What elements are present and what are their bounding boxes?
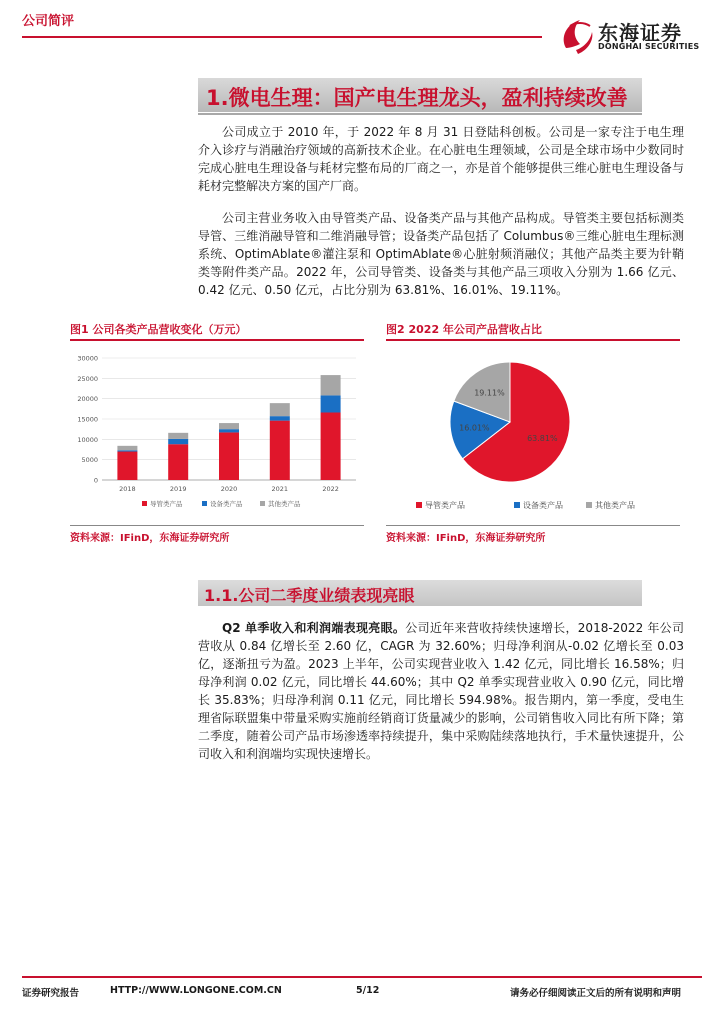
figure-1-source-rule [70, 525, 364, 526]
y-tick-label: 0 [93, 476, 98, 485]
x-tick-label: 2021 [271, 485, 289, 493]
footer-page-number: 5/12 [356, 985, 380, 996]
section-1-1-heading: 1.1.公司二季度业绩表现亮眼 [204, 586, 415, 605]
legend-swatch [514, 502, 520, 508]
paragraph-lead-bold: Q2 单季收入和利润端表现亮眼。 [222, 621, 406, 635]
bar-segment [219, 432, 239, 480]
footer-website-link[interactable]: HTTP://WWW.LONGONE.COM.CN [110, 985, 282, 996]
pie-slice-label: 63.81% [527, 433, 558, 443]
y-tick-label: 10000 [77, 435, 98, 444]
figure-2-source-rule [386, 525, 680, 526]
legend-label: 设备类产品 [210, 500, 243, 508]
paragraph-business-composition: 公司主营业务收入由导管类产品、设备类产品与其他产品构成。导管类主要包括标测类导管、三维消融导管和二维消融导管；设备类产品包括了 Columbus®三维心脏电生理标测系统、OptimAblate®灌注泵和 OptimAblate®心脏射频消融仪；其他产品类主要为针鞘类等附件类产品。2022 年，公司导管类、设备类与其他产品三项收入分别为 1.66 亿元、0.42 亿元、0.50 亿元，占比分别为 63.81%、16.01%、19.11%。 [198, 211, 684, 297]
y-tick-label: 15000 [77, 415, 98, 424]
figure-2-title: 图2 2022 年公司产品营收占比 [386, 323, 542, 336]
legend-label: 导管类产品 [425, 501, 465, 510]
x-tick-label: 2018 [119, 485, 136, 493]
header-section-tag: 公司简评 [22, 14, 75, 29]
x-tick-label: 2020 [220, 485, 238, 493]
y-tick-label: 30000 [77, 354, 98, 363]
legend-swatch [260, 501, 265, 506]
footer-report-type: 证券研究报告 [22, 988, 80, 999]
revenue-share-pie-chart [386, 346, 680, 522]
bar-segment [168, 439, 188, 444]
x-tick-label: 2022 [322, 485, 339, 493]
figure-1-title: 图1 公司各类产品营收变化（万元） [70, 323, 247, 336]
legend-swatch [416, 502, 422, 508]
bar-segment [219, 423, 239, 429]
bar-segment [321, 375, 341, 395]
revenue-stacked-bar-chart [70, 346, 364, 522]
bar-segment [321, 395, 341, 412]
footer-disclaimer: 请务必仔细阅读正文后的所有说明和声明 [510, 988, 682, 999]
legend-label: 其他类产品 [595, 501, 635, 510]
bar-segment [117, 450, 137, 451]
pie-slice-label: 19.11% [474, 388, 505, 398]
paragraph-q2-performance [198, 619, 684, 763]
pie-slice-label: 16.01% [459, 423, 490, 433]
donghai-logo-icon [564, 20, 593, 54]
bar-segment [168, 433, 188, 439]
footer-divider [22, 976, 702, 978]
bar-segment [270, 421, 290, 480]
figure-2-source: 资料来源：IFinD，东海证券研究所 [386, 533, 546, 544]
legend-label: 设备类产品 [523, 501, 563, 510]
logo-text-cn: 东海证券 [598, 21, 682, 45]
section-1-heading: 1.微电生理：国产电生理龙头，盈利持续改善 [206, 86, 628, 110]
legend-swatch [202, 501, 207, 506]
bar-segment [321, 412, 341, 480]
y-tick-label: 25000 [77, 374, 98, 383]
paragraph-body: 公司近年来营收持续快速增长，2018-2022 年公司营收从 0.84 亿增长至 2.60 亿，CAGR 为 32.60%；归母净利润从-0.02 亿增长至 0.03 亿，逐渐扭亏为盈。2023 上半年，公司实现营业收入 1.42 亿元，同比增长 16.58%；归母净利润 0.02 亿元，同比增长 44.60%；其中 Q2 单季实现营业收入 0.90 亿元，同比增长 35.83%；归母净利润 0.11 亿元，同比增长 594.98%。报告期内，第一季度，受电生理省际联盟集中带量采购实施前经销商订货量减少的影响，公司销售收入同比有所下降；第二季度，随着公司产品市场渗透率持续提升，集中采购陆续落地执行，手术量快速提升，公司收入和利润端均实现快速增长。 [198, 621, 684, 761]
figure-1-source: 资料来源：IFinD，东海证券研究所 [70, 533, 230, 544]
x-tick-label: 2019 [169, 485, 187, 493]
bar-segment [117, 446, 137, 450]
logo-text-en: DONGHAI SECURITIES [598, 42, 700, 51]
legend-swatch [586, 502, 592, 508]
header-divider [22, 36, 542, 38]
bar-segment [270, 416, 290, 420]
bar-segment [117, 452, 137, 480]
y-tick-label: 20000 [77, 395, 98, 404]
y-tick-label: 5000 [81, 456, 98, 465]
legend-label: 其他类产品 [268, 500, 301, 508]
legend-swatch [142, 501, 147, 506]
figure-2-title-rule [386, 339, 680, 341]
paragraph-company-intro: 公司成立于 2010 年，于 2022 年 8 月 31 日登陆科创板。公司是一家专注于电生理介入诊疗与消融治疗领域的高新技术企业。在心脏电生理领域，公司是全球市场中少数同时完成心脏电生理设备与耗材完整布局的厂商之一，亦是首个能够提供三维心脏电生理设备与耗材完整解决方案的国产厂商。 [198, 125, 684, 193]
bar-segment [168, 444, 188, 480]
bar-segment [219, 429, 239, 432]
bar-segment [270, 403, 290, 416]
legend-label: 导管类产品 [150, 500, 183, 508]
figure-1-title-rule [70, 339, 364, 341]
